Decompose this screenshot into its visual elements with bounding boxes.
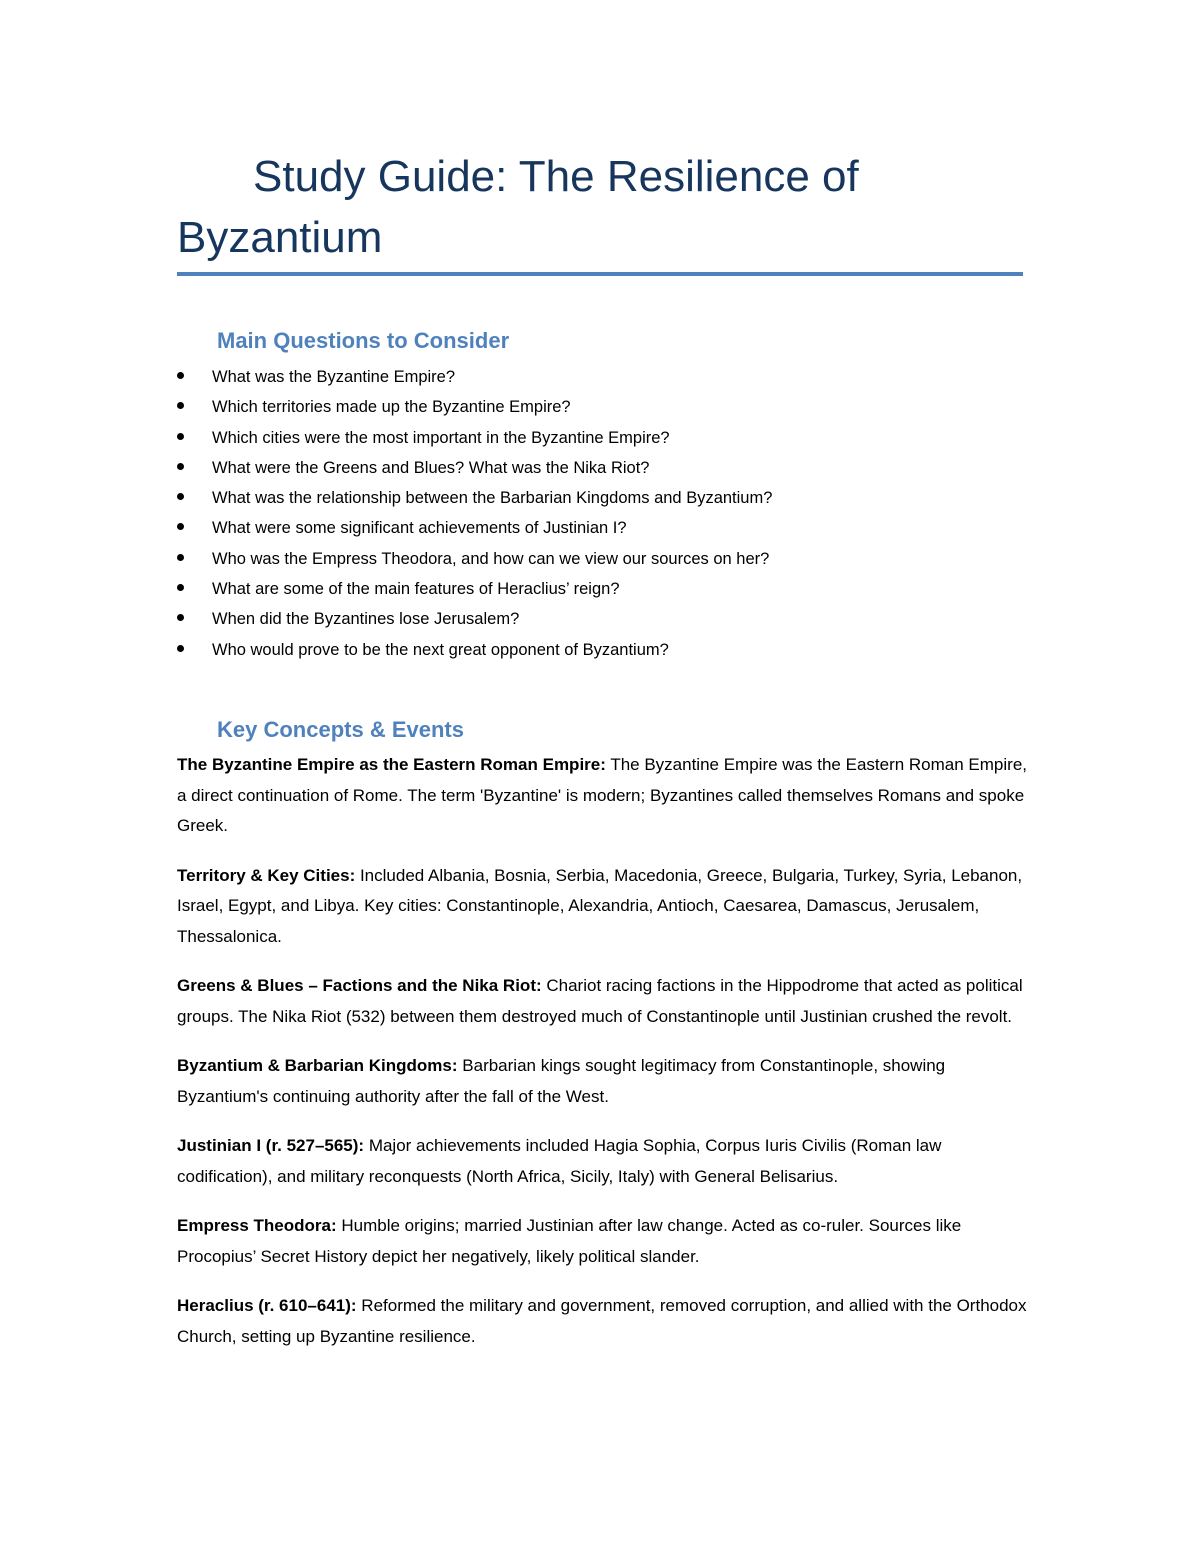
question-text: What are some of the main features of Heraclius’ reign?	[212, 580, 620, 599]
concept-text: Barbarian kings sought legitimacy from Constantinople, showing Byzantium's continuing authority after the fall of the West.	[177, 1056, 946, 1106]
title-underline	[177, 272, 1023, 276]
list-item	[177, 364, 1023, 394]
concept-text: The Byzantine Empire was the Eastern Roman Empire, a direct continuation of Rome. The term 'Byzantine' is modern; Byzantines called themselves Romans and spoke Greek.	[177, 755, 1028, 835]
concept-text: Humble origins; married Justinian after law change. Acted as co-ruler. Sources like Procopius’ Secret History depict her negatively, likely political slander.	[177, 1216, 962, 1266]
list-item	[177, 485, 1023, 515]
bullet-icon	[177, 493, 184, 500]
title-line-1: Study Guide: The Resilience of	[253, 152, 859, 201]
concept-term: Greens & Blues – Factions and the Nika Riot:	[177, 976, 542, 995]
question-text: What was the Byzantine Empire?	[212, 368, 456, 386]
question-text: Which cities were the most important in the Byzantine Empire?	[212, 428, 670, 447]
concept-term: Territory & Key Cities:	[177, 865, 356, 885]
bullet-icon	[177, 584, 184, 591]
concept-text: Included Albania, Bosnia, Serbia, Macedonia, Greece, Bulgaria, Turkey, Syria, Lebanon, Israel, Egypt, and Libya. Key cities: Constantinople, Alexandria, Antioch, Caesarea, Damascus, Jerusalem, Thessalonica.	[177, 865, 1023, 946]
question-text: When did the Byzantines lose Jerusalem?	[212, 610, 520, 629]
concept-paragraph	[177, 750, 1027, 842]
concept-term: Byzantium & Barbarian Kingdoms:	[177, 1056, 458, 1075]
list-item	[177, 455, 1023, 485]
list-item	[177, 637, 1023, 667]
questions-list	[177, 364, 1023, 667]
concept-term: Heraclius (r. 610–641):	[177, 1296, 357, 1315]
concept-paragraph	[177, 1291, 1027, 1352]
concept-term: The Byzantine Empire as the Eastern Roman Empire:	[177, 755, 606, 774]
bullet-icon	[177, 614, 184, 621]
concept-paragraph	[177, 971, 1027, 1032]
bullet-icon	[177, 433, 184, 440]
question-text: What were the Greens and Blues? What was the Nika Riot?	[212, 458, 650, 477]
concept-term: Justinian I (r. 527–565):	[177, 1136, 365, 1155]
concept-term: Empress Theodora:	[177, 1216, 337, 1235]
question-text: Which territories made up the Byzantine Empire?	[212, 398, 571, 417]
bullet-icon	[177, 372, 184, 379]
concept-paragraph	[177, 1211, 1027, 1272]
page-title	[177, 146, 1023, 268]
bullet-icon	[177, 523, 184, 530]
list-item	[177, 576, 1023, 606]
concept-text: Reformed the military and government, removed corruption, and allied with the Orthodox Church, setting up Byzantine resilience.	[177, 1296, 1027, 1346]
question-text: What were some significant achievements of Justinian I?	[212, 519, 627, 538]
list-item	[177, 515, 1023, 545]
concept-text: Chariot racing factions in the Hippodrome that acted as political groups. The Nika Riot (532) between them destroyed much of Constantinople until Justinian crushed the revolt.	[177, 976, 1023, 1026]
bullet-icon	[177, 554, 184, 561]
concepts-heading: Key Concepts & Events	[217, 717, 464, 742]
bullet-icon	[177, 645, 184, 652]
list-item	[177, 606, 1023, 636]
title-line-2: Byzantium	[177, 213, 383, 262]
concept-paragraph	[177, 1051, 1027, 1112]
questions-heading: Main Questions to Consider	[217, 328, 510, 353]
bullet-icon	[177, 463, 184, 470]
list-item	[177, 546, 1023, 576]
concept-paragraph	[177, 861, 1027, 953]
concept-paragraph	[177, 1131, 1027, 1192]
list-item	[177, 394, 1023, 424]
concept-text: Major achievements included Hagia Sophia, Corpus Iuris Civilis (Roman law codification), and military reconquests (North Africa, Sicily, Italy) with General Belisarius.	[177, 1136, 942, 1186]
list-item	[177, 425, 1023, 455]
question-text: Who was the Empress Theodora, and how can we view our sources on her?	[212, 549, 770, 568]
question-text: What was the relationship between the Barbarian Kingdoms and Byzantium?	[212, 489, 773, 508]
concepts-section	[177, 750, 1027, 1371]
question-text: Who would prove to be the next great opponent of Byzantium?	[212, 640, 669, 659]
bullet-icon	[177, 402, 184, 409]
